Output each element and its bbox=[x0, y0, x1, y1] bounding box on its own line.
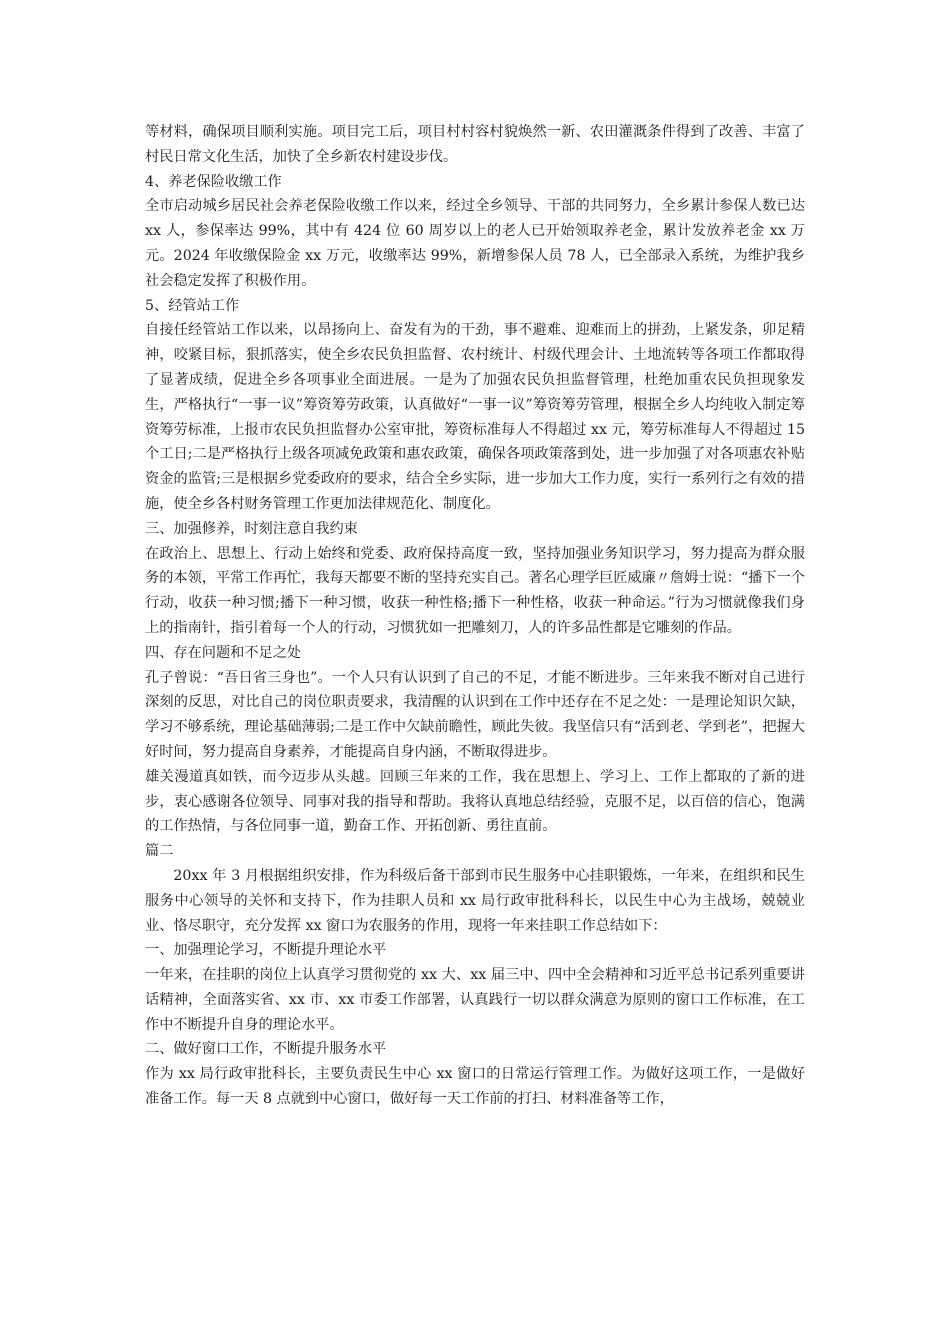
paragraph-5: 孔子曾说：“吾日省三身也”。一个人只有认识到了自己的不足，才能不断进步。三年来我不断对自己进行深刻的反思，对比自己的岗位职责要求，我清醒的认识到在工作中还存在不足之处：一是理论知识欠缺，学习不够系统，理论基础薄弱;二是工作中欠缺前瞻性，顾此失彼。我坚信只有“活到老、学到老”，把握大好时间，努力提高自身素养，才能提高自身内涵，不断取得进步。 bbox=[145, 669, 805, 760]
paragraph-3: 自接任经管站工作以来，以昂扬向上、奋发有为的干劲，事不避难、迎难而上的拼劲，上紧发条，卯足精神，咬紧目标，狠抓落实，使全乡农民负担监督、农村统计、村级代理会计、土地流转等各项工作都取得了显著成绩，促进全乡各项事业全面进展。一是为了加强农民负担监督管理，杜绝加重农民负担现象发生，严格执行“一事一议”筹资筹劳政策，认真做好“一事一议”筹资筹劳管理，根据全乡人均纯收入制定筹资筹劳标准，上报市农民负担监督办公室审批，筹资标准每人不得超过 xx 元，筹劳标准每人不得超过 15 个工日;二是严格执行上级各项减免政策和惠农政策，确保各项政策落到处，进一步加强了对各项惠农补贴资金的监管;三是根据乡党委政府的要求，结合全乡实际，进一步加大工作力度，实行一系列行之有效的措施，使全乡各村财务管理工作更加法律规范化、制度化。 bbox=[145, 322, 805, 512]
paragraph-4: 在政治上、思想上、行动上始终和党委、政府保持高度一致，坚持加强业务知识学习，努力提高为群众服务的本领，平常工作再忙，我每天都要不断的坚持充实自己。著名心理学巨匠威廉〃詹姆士说：“播下一个行动，收获一种习惯;播下一种习惯，收获一种性格;播下一种性格，收获一种命运。”行为习惯就像我们身上的指南针，指引着每一个人的行动，习惯犹如一把雕刻刀，人的许多品性都是它雕刻的作品。 bbox=[145, 545, 805, 636]
paragraph-8: 一年来，在挂职的岗位上认真学习贯彻党的 xx 大、xx 届三中、四中全会精神和习近平总书记系列重要讲话精神，全面落实省、xx 市、xx 市委工作部署，认真践行一切以群众满意为原则的窗口工作标准，在工作中不断提升自身的理论水平。 bbox=[145, 967, 805, 1033]
paragraph-6: 雄关漫道真如铁，而今迈步从头越。回顾三年来的工作，我在思想上、学习上、工作上都取的了新的进步，衷心感谢各位领导、同事对我的指导和帮助。我将认真地总结经验，克服不足，以百倍的信心，饱满的工作热情，与各位同事一道，勤奋工作、开拓创新、勇往直前。 bbox=[145, 768, 805, 835]
paragraph-9: 作为 xx 局行政审批科长，主要负责民生中心 xx 窗口的日常运行管理工作。为做好这项工作，一是做好准备工作。每一天 8 点就到中心窗口，做好每一天工作前的打扫、材料准备等工作， bbox=[145, 1066, 805, 1108]
section-heading-5: 5、经管站工作 bbox=[145, 297, 240, 314]
section-heading-4: 4、养老保险收缴工作 bbox=[145, 173, 282, 190]
section-heading-1: 一、加强理论学习，不断提升理论水平 bbox=[145, 942, 387, 959]
paragraph-1: 等材料，确保项目顺利实施。项目完工后，项目村村容村貌焕然一新、农田灌溉条件得到了改善、丰富了村民日常文化生活，加快了全乡新农村建设步伐。 bbox=[145, 124, 805, 165]
section-heading-4-problems: 四、存在问题和不足之处 bbox=[145, 644, 302, 661]
chapter-heading-2: 篇二 bbox=[145, 843, 174, 860]
paragraph-2: 全市启动城乡居民社会养老保险收缴工作以来，经过全乡领导、干部的共同努力，全乡累计参保人数已达 xx 人，参保率达 99%，其中有 424 位 60 周岁以上的老人已开始领取养老金，累计发放养老金 xx 万元。2024 年收缴保险金 xx 万元，收缴率达 99%，新增参保人员 78 人，已全部录入系统，为维护我乡社会稳定发挥了积极作用。 bbox=[145, 198, 805, 289]
document-body bbox=[145, 120, 805, 1112]
section-heading-3: 三、加强修养，时刻注意自我约束 bbox=[145, 520, 358, 537]
section-heading-2: 二、做好窗口工作，不断提升服务水平 bbox=[145, 1041, 387, 1058]
paragraph-7: 20xx 年 3 月根据组织安排，作为科级后备干部到市民生服务中心挂职锻炼，一年来，在组织和民生服务中心领导的关怀和支持下，作为挂职人员和 xx 局行政审批科科长，以民生中心为主战场，兢兢业业、恪尽职守，充分发挥 xx 窗口为农服务的作用，现将一年来挂职工作总结如下： bbox=[145, 867, 805, 934]
